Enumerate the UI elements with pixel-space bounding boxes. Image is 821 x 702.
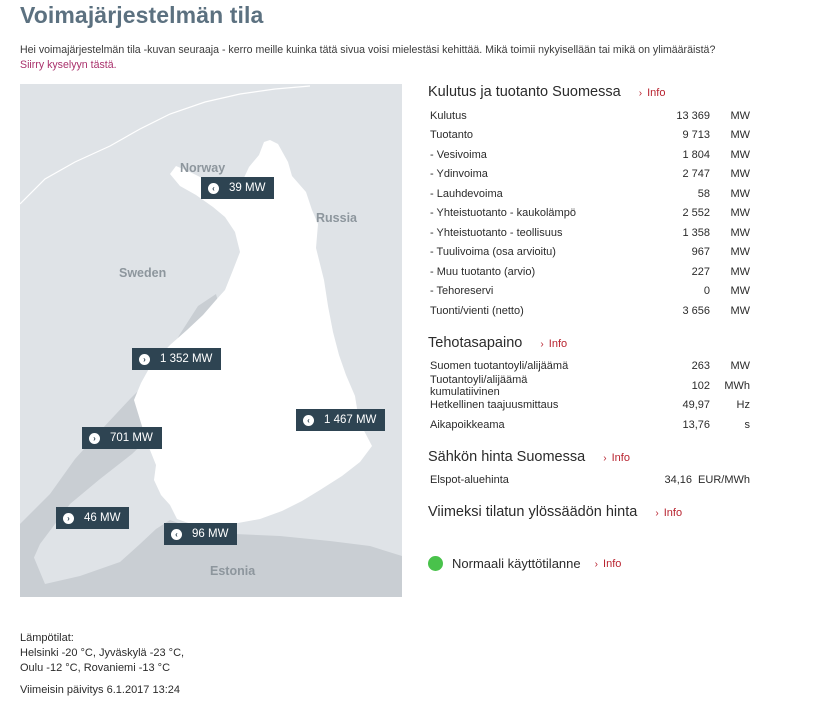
- flow-box-aland[interactable]: [56, 507, 129, 529]
- chevron-right-icon: ›: [540, 338, 544, 350]
- info-label: Info: [663, 507, 683, 519]
- regulation-section-title: [428, 504, 750, 520]
- row-unit: MW: [730, 265, 750, 278]
- row-value: 2 552: [682, 207, 710, 220]
- flow-direction-out-icon: ›: [139, 354, 150, 365]
- row-unit: s: [744, 418, 750, 431]
- table-row: [428, 204, 750, 224]
- row-unit: Hz: [736, 399, 750, 412]
- row-unit: MW: [730, 187, 750, 200]
- row-value: 13 369: [676, 109, 710, 122]
- table-row: [428, 223, 750, 243]
- row-label: Tuotantoyli/alijäämä kumulatiivinen: [430, 373, 528, 398]
- row-label: - Yhteistuotanto - kaukolämpö: [430, 207, 576, 220]
- table-row: [428, 165, 750, 185]
- row-label: Aikapoikkeama: [430, 418, 505, 431]
- flow-direction-in-icon: ‹: [303, 415, 314, 426]
- row-label: - Lauhdevoima: [430, 187, 503, 200]
- row-unit: MW: [730, 148, 750, 161]
- table-row: [428, 126, 750, 146]
- price-title-text: Sähkön hinta Suomessa: [428, 448, 586, 465]
- row-label: Elspot-aluehinta: [430, 474, 509, 487]
- price-section-title: [428, 449, 750, 465]
- table-row: [428, 106, 750, 126]
- row-value: 9 713: [682, 129, 710, 142]
- country-label-russia: Russia: [316, 211, 357, 225]
- row-value: 1 804: [682, 148, 710, 161]
- price-table: [428, 471, 750, 491]
- row-label: - Muu tuotanto (arvio): [430, 265, 536, 278]
- table-row: [428, 415, 750, 435]
- row-value: 967: [691, 246, 710, 259]
- row-label: - Tuulivoima (osa arvioitu): [430, 246, 556, 259]
- flow-value: 46 MW: [84, 512, 121, 524]
- row-value: 34,16: [664, 474, 692, 487]
- flow-value: 39 MW: [229, 182, 266, 194]
- row-value: 1 358: [682, 226, 710, 239]
- survey-link[interactable]: Siirry kyselyyn tästä.: [20, 59, 117, 71]
- row-value: 2 747: [682, 168, 710, 181]
- info-label: Info: [647, 87, 666, 99]
- table-row: [428, 184, 750, 204]
- row-label: Tuotanto: [430, 129, 474, 142]
- row-value: 13,76: [682, 418, 710, 431]
- row-unit: MW: [730, 129, 750, 142]
- country-label-sweden: Sweden: [119, 266, 167, 280]
- table-row: [428, 471, 750, 491]
- table-row: [428, 243, 750, 263]
- row-unit: EUR/MWh: [698, 474, 750, 487]
- flow-box-norway[interactable]: [201, 177, 274, 199]
- balance-section-title: [428, 335, 750, 351]
- row-label: Hetkellinen taajuusmittaus: [430, 399, 559, 412]
- table-row: [428, 396, 750, 416]
- temperatures-line-1: Helsinki -20 °C, Jyväskylä -23 °C,: [20, 647, 185, 659]
- row-unit: MW: [730, 109, 750, 122]
- balance-info-link[interactable]: [540, 338, 567, 350]
- flow-direction-out-icon: ›: [89, 433, 100, 444]
- table-row: [428, 282, 750, 302]
- flow-box-estonia[interactable]: [164, 523, 237, 545]
- regulation-info-link[interactable]: [655, 507, 682, 519]
- grid-status: [428, 556, 750, 571]
- row-label: - Yhteistuotanto - teollisuus: [430, 226, 563, 239]
- last-updated: Viimeisin päivitys 6.1.2017 13:24: [20, 684, 181, 696]
- row-unit: MW: [730, 246, 750, 259]
- table-row: [428, 301, 750, 321]
- survey-text: Hei voimajärjestelmän tila -kuvan seuraaja - kerro meille kuinka tätä sivua voisi mielestäsi kehittää. Mikä toimii nykyisellään tai mikä on ylimääräistä?: [20, 44, 716, 56]
- chevron-right-icon: ›: [655, 508, 659, 519]
- row-value: 227: [691, 265, 710, 278]
- row-value: 3 656: [682, 304, 710, 317]
- flow-direction-out-icon: ›: [63, 513, 74, 524]
- row-label: Suomen tuotantoyli/alijäämä: [430, 360, 569, 373]
- flow-value: 1 467 MW: [324, 414, 377, 426]
- row-value: 49,97: [682, 399, 710, 412]
- row-unit: MW: [730, 207, 750, 220]
- info-label: Info: [548, 337, 568, 350]
- flow-box-sweden-north[interactable]: [132, 348, 221, 370]
- row-value: 102: [691, 379, 710, 392]
- flow-value: 1 352 MW: [160, 353, 213, 365]
- row-unit: MW: [730, 226, 750, 239]
- table-row: [428, 145, 750, 165]
- survey-notice: [20, 43, 805, 73]
- row-value: 0: [703, 285, 710, 298]
- row-label: Kulutus: [430, 109, 467, 122]
- power-flow-map: [20, 84, 402, 597]
- flow-direction-in-icon: ‹: [208, 183, 219, 194]
- temperatures-line-2: Oulu -12 °C, Rovaniemi -13 °C: [20, 662, 171, 674]
- balance-table: [428, 357, 750, 435]
- page-title: Voimajärjestelmän tila: [20, 2, 264, 28]
- temperature-info: [20, 631, 184, 676]
- row-unit: MW: [730, 168, 750, 181]
- row-label: - Tehoreservi: [430, 285, 494, 298]
- chevron-right-icon: ›: [638, 88, 643, 99]
- flow-value: 701 MW: [110, 432, 153, 444]
- row-unit: MW: [730, 285, 750, 298]
- status-panel: [428, 84, 750, 571]
- price-info-link[interactable]: [603, 452, 630, 464]
- chevron-right-icon: ›: [603, 452, 607, 464]
- country-label-estonia: Estonia: [210, 564, 256, 578]
- row-unit: MWh: [724, 379, 750, 392]
- row-unit: MW: [730, 304, 750, 317]
- row-label: Tuonti/vienti (netto): [430, 304, 524, 317]
- row-label: - Vesivoima: [430, 148, 487, 161]
- status-indicator-icon: [428, 556, 443, 571]
- flow-box-russia[interactable]: [296, 409, 385, 431]
- flow-box-sweden-south[interactable]: [82, 427, 162, 449]
- info-label: Info: [611, 451, 630, 464]
- row-value: 263: [691, 360, 710, 373]
- row-unit: MW: [730, 360, 750, 373]
- consumption-info-link[interactable]: [639, 87, 666, 99]
- consumption-table: [428, 106, 750, 321]
- row-value: 58: [697, 187, 710, 200]
- flow-direction-in-icon: ‹: [171, 529, 182, 540]
- balance-title-text: Tehotasapaino: [428, 334, 523, 351]
- chevron-right-icon: ›: [594, 558, 598, 570]
- regulation-title-text: Viimeksi tilatun ylössäädön hinta: [428, 504, 638, 520]
- row-label: - Ydinvoima: [430, 168, 488, 181]
- country-label-norway: Norway: [180, 161, 226, 175]
- consumption-section-title: [428, 84, 750, 100]
- info-label: Info: [603, 557, 622, 570]
- temperatures-title: Lämpötilat:: [20, 632, 74, 644]
- table-row: [428, 373, 750, 398]
- consumption-title-text: Kulutus ja tuotanto Suomessa: [428, 84, 621, 100]
- table-row: [428, 262, 750, 282]
- flow-value: 96 MW: [192, 528, 229, 540]
- status-label: Normaali käyttötilanne: [452, 556, 581, 571]
- status-info-link[interactable]: [595, 558, 622, 570]
